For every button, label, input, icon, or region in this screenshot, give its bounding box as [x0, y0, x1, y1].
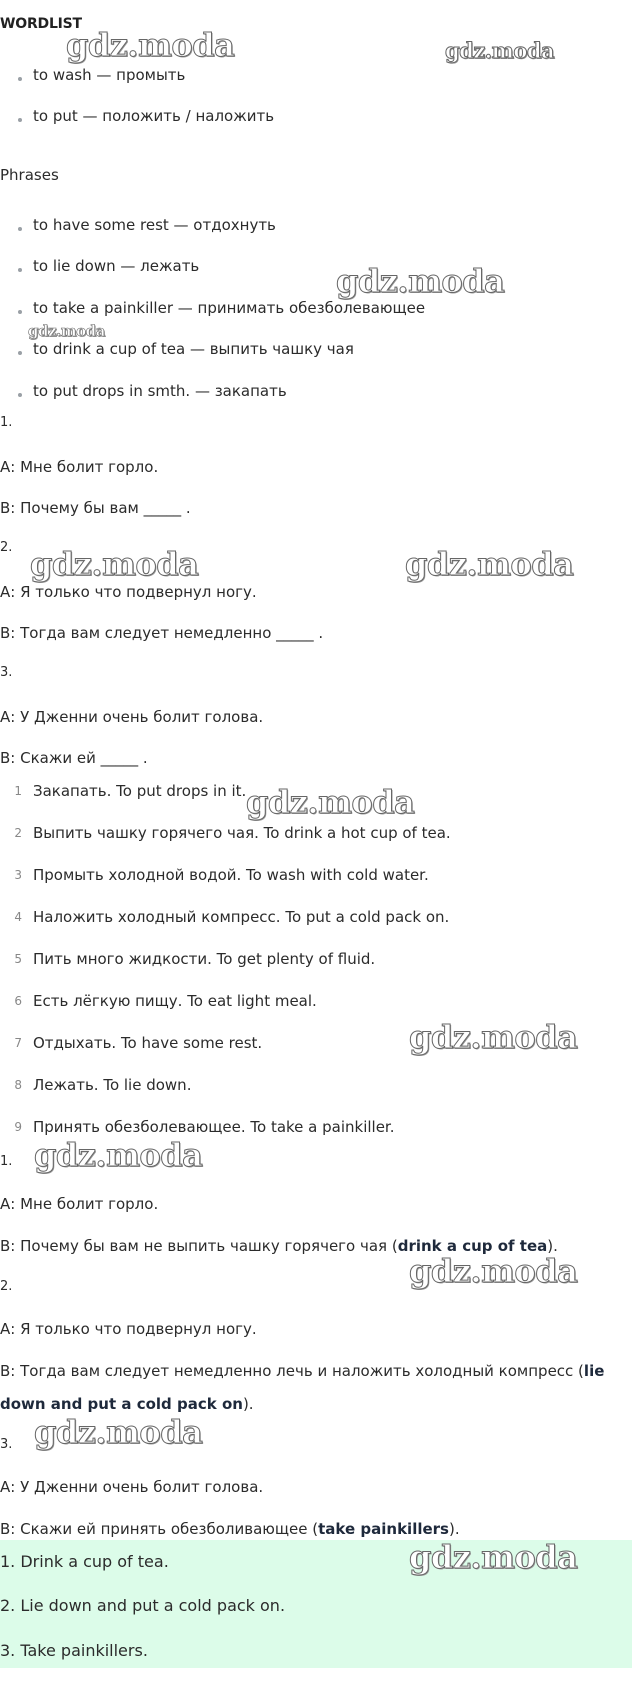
option-item: Принять обезболевающее. To take a painkiller.	[33, 1118, 395, 1136]
answer-number: 1.	[0, 1154, 13, 1169]
watermark: gdz.moda	[336, 262, 505, 300]
watermark: gdz.moda	[66, 26, 235, 64]
answer-line-b-cont: down and put a cold pack on).	[0, 1395, 254, 1413]
answer-number: 2.	[0, 1279, 13, 1294]
answer-line-a: А: У Дженни очень болит голова.	[0, 1478, 264, 1496]
option-number: 6	[14, 994, 22, 1008]
answer-line-b: В: Скажи ей принять обезболивающее (take painkillers).	[0, 1520, 460, 1538]
watermark: gdz.moda	[28, 322, 105, 340]
option-number: 3	[14, 868, 22, 882]
dialogue-line-b: В: Тогда вам следует немедленно _____ .	[0, 624, 324, 642]
watermark: gdz.moda	[30, 545, 199, 583]
watermark: gdz.moda	[34, 1413, 203, 1451]
option-item: Пить много жидкости. To get plenty of fluid.	[33, 950, 376, 968]
watermark: gdz.moda	[405, 545, 574, 583]
answer-highlight: drink a cup of tea	[397, 1237, 548, 1255]
answer-highlight: down and put a cold pack on	[0, 1395, 243, 1413]
watermark: gdz.moda	[34, 1136, 203, 1174]
phrase-item: to put drops in smth. — закапать	[33, 382, 287, 400]
final-answer: 1. Drink a cup of tea.	[0, 1552, 169, 1571]
dialogue-line-b: В: Скажи ей _____ .	[0, 749, 148, 767]
answer-line-b: В: Тогда вам следует немедленно лечь и наложить холодный компресс (lie	[0, 1362, 605, 1380]
option-item: Промыть холодной водой. To wash with cold water.	[33, 866, 429, 884]
phrase-item: to have some rest — отдохнуть	[33, 216, 276, 234]
answer-highlight: take painkillers	[318, 1520, 449, 1538]
watermark: gdz.moda	[445, 38, 555, 63]
dialogue-line-a: А: Я только что подвернул ногу.	[0, 583, 257, 601]
bullet	[18, 77, 22, 81]
watermark: gdz.moda	[409, 1018, 578, 1056]
answer-highlight: lie	[583, 1362, 605, 1380]
phrase-item: to take a painkiller — принимать обезболевающее	[33, 299, 426, 317]
word-item: to wash — промыть	[33, 66, 186, 84]
dialogue-line-a: А: Мне болит горло.	[0, 458, 159, 476]
bullet	[18, 310, 22, 314]
answer-line-a: А: Мне болит горло.	[0, 1195, 159, 1213]
dialogue-number: 2.	[0, 540, 13, 555]
option-item: Наложить холодный компресс. To put a cold pack on.	[33, 908, 450, 926]
bullet	[18, 118, 22, 122]
option-item: Есть лёгкую пищу. To eat light meal.	[33, 992, 317, 1010]
dialogue-number: 1.	[0, 415, 13, 430]
dialogue-line-a: А: У Дженни очень болит голова.	[0, 708, 264, 726]
bullet	[18, 227, 22, 231]
answer-line-b: В: Почему бы вам не выпить чашку горячего чая (drink a cup of tea).	[0, 1237, 558, 1255]
phrases-heading: Phrases	[0, 166, 59, 184]
dialogue-number: 3.	[0, 665, 13, 680]
watermark: gdz.moda	[409, 1538, 578, 1576]
option-item: Закапать. To put drops in it.	[33, 782, 247, 800]
phrase-item: to drink a cup of tea — выпить чашку чая	[33, 340, 354, 358]
answer-number: 3.	[0, 1437, 13, 1452]
answer-line-a: А: Я только что подвернул ногу.	[0, 1320, 257, 1338]
final-answer: 3. Take painkillers.	[0, 1641, 148, 1660]
option-number: 8	[14, 1078, 22, 1092]
bullet	[18, 393, 22, 397]
option-number: 9	[14, 1120, 22, 1134]
watermark: gdz.moda	[409, 1252, 578, 1290]
option-number: 5	[14, 952, 22, 966]
bullet	[18, 268, 22, 272]
option-number: 7	[14, 1036, 22, 1050]
option-number: 1	[14, 784, 22, 798]
wordlist-heading: WORDLIST	[0, 16, 82, 32]
word-item: to put — положить / наложить	[33, 107, 275, 125]
option-item: Лежать. To lie down.	[33, 1076, 192, 1094]
option-item: Отдыхать. To have some rest.	[33, 1034, 263, 1052]
bullet	[18, 351, 22, 355]
watermark: gdz.moda	[246, 783, 415, 821]
phrase-item: to lie down — лежать	[33, 257, 200, 275]
option-number: 2	[14, 826, 22, 840]
final-answer: 2. Lie down and put a cold pack on.	[0, 1596, 286, 1615]
option-item: Выпить чашку горячего чая. To drink a hot cup of tea.	[33, 824, 451, 842]
option-number: 4	[14, 910, 22, 924]
dialogue-line-b: В: Почему бы вам _____ .	[0, 499, 191, 517]
